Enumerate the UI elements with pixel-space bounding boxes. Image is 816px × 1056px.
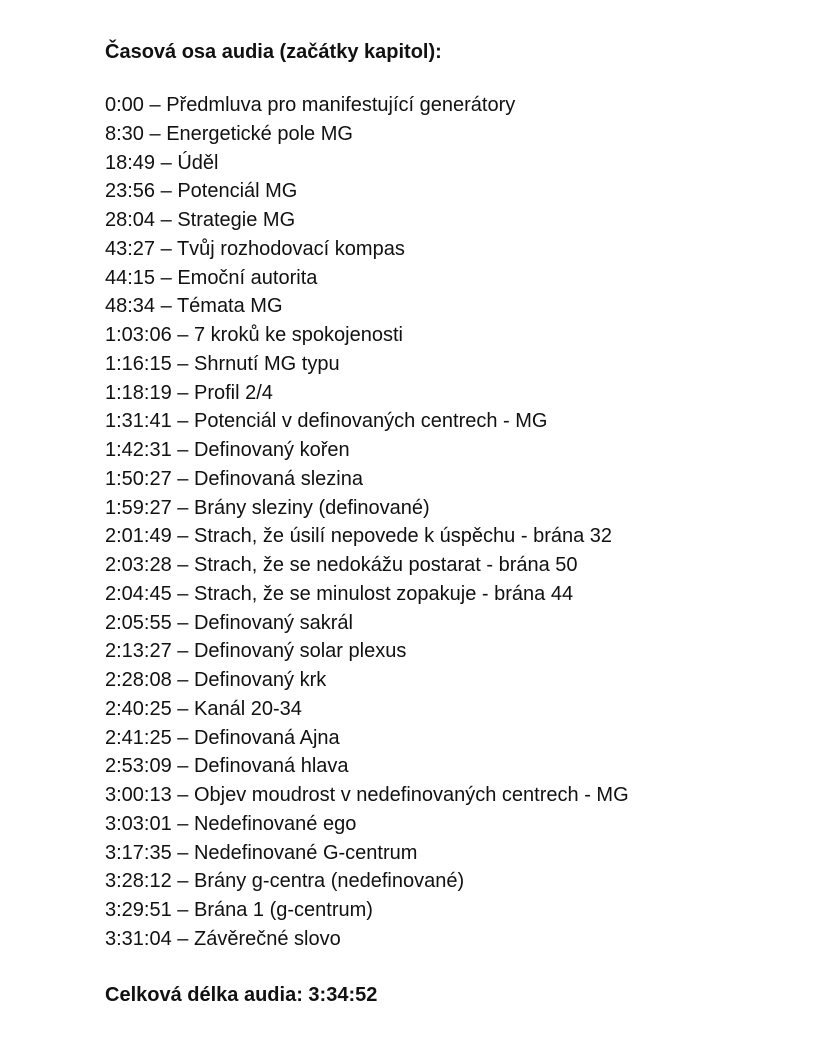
chapter-separator: – [143, 94, 167, 116]
chapter-time: 48:34 [105, 295, 156, 318]
chapter-title: Brány g-centra (nedefinované) [193, 870, 465, 893]
chapter-separator: – [171, 755, 194, 778]
chapter-time: 23:56 [105, 180, 156, 203]
chapter-time: 43:27 [105, 237, 156, 260]
chapter-title: 7 kroků ke spokojenosti [193, 324, 403, 346]
chapter-title: Strach, že se nedokážu postarat - brána 50 [193, 554, 578, 576]
chapter-separator: – [171, 697, 194, 720]
chapter-title: Nedefinované ego [193, 812, 357, 835]
chapter-separator: – [171, 784, 194, 806]
chapter-time: 1:31:41 [105, 410, 172, 433]
chapter-separator: – [171, 611, 194, 634]
chapter-separator: – [171, 870, 194, 893]
chapter-item [105, 839, 785, 868]
chapter-title: Definovaný kořen [193, 439, 350, 461]
chapter-list [105, 91, 785, 954]
chapter-item [105, 752, 785, 781]
chapter-time: 3:31:04 [105, 927, 172, 950]
chapter-title: Definovaná slezina [193, 467, 363, 490]
chapter-item [105, 810, 785, 839]
chapter-time: 8:30 [105, 122, 144, 145]
chapter-title: Kanál 20-34 [193, 697, 302, 720]
chapter-title: Závěrečné slovo [193, 927, 341, 950]
chapter-time: 2:13:27 [105, 640, 172, 663]
chapter-time: 3:00:13 [105, 784, 172, 806]
chapter-separator: – [171, 669, 194, 691]
chapter-time: 44:15 [105, 266, 156, 289]
chapter-separator: – [171, 352, 194, 375]
chapter-separator: – [171, 324, 194, 346]
chapter-title: Objev moudrost v nedefinovaných centrech - MG [193, 784, 629, 806]
chapter-time: 3:28:12 [105, 870, 172, 893]
chapter-time: 1:18:19 [105, 381, 172, 404]
chapter-separator: – [155, 295, 177, 318]
chapter-item [105, 177, 785, 206]
chapter-title: Potenciál MG [177, 180, 298, 203]
chapter-time: 2:28:08 [105, 669, 172, 691]
chapter-time: 0:00 [105, 94, 144, 116]
chapter-item [105, 695, 785, 724]
chapter-separator: – [171, 640, 194, 663]
chapter-separator: – [171, 410, 194, 433]
chapter-item [105, 867, 785, 896]
chapter-title: Definovaný sakrál [193, 611, 353, 634]
chapter-separator: – [155, 151, 178, 174]
chapter-title: Energetické pole MG [166, 122, 353, 145]
chapter-title: Strach, že se minulost zopakuje - brána 44 [193, 582, 574, 605]
chapter-item [105, 925, 785, 954]
chapter-item [105, 407, 785, 436]
chapter-item [105, 206, 785, 235]
chapter-separator: – [155, 180, 178, 203]
chapter-title: Strategie MG [177, 209, 296, 231]
chapter-item [105, 781, 785, 810]
chapter-separator: – [171, 582, 194, 605]
chapter-item [105, 436, 785, 465]
chapter-separator: – [143, 122, 167, 145]
chapter-separator: – [171, 812, 194, 835]
chapter-separator: – [171, 554, 194, 576]
chapter-time: 1:42:31 [105, 439, 172, 461]
chapter-item [105, 350, 785, 379]
chapter-separator: – [155, 209, 178, 231]
chapter-time: 3:29:51 [105, 899, 172, 921]
chapter-title: Profil 2/4 [193, 381, 273, 404]
chapter-item [105, 379, 785, 408]
chapter-item [105, 551, 785, 580]
total-duration: Celková délka audia: 3:34:52 [105, 983, 378, 1006]
chapter-time: 2:40:25 [105, 697, 172, 720]
chapter-separator: – [155, 237, 177, 260]
chapter-title: Emoční autorita [177, 266, 318, 289]
chapter-time: 1:03:06 [105, 324, 172, 346]
chapter-time: 2:01:49 [105, 525, 172, 548]
chapter-item [105, 637, 785, 666]
chapter-separator: – [171, 439, 194, 461]
chapter-title: Definovaný krk [193, 669, 327, 691]
chapter-title: Tvůj rozhodovací kompas [176, 237, 405, 260]
chapter-title: Témata MG [176, 295, 283, 318]
chapter-time: 2:05:55 [105, 611, 172, 634]
chapter-separator: – [171, 899, 194, 921]
document-page [105, 34, 785, 1011]
chapter-separator: – [171, 927, 194, 950]
chapter-item [105, 494, 785, 523]
chapter-separator: – [171, 726, 194, 749]
chapter-time: 18:49 [105, 151, 156, 174]
chapter-separator: – [171, 525, 194, 548]
chapter-item [105, 465, 785, 494]
chapter-time: 2:04:45 [105, 582, 172, 605]
chapter-time: 1:50:27 [105, 467, 172, 490]
chapter-title: Definovaná hlava [193, 755, 349, 778]
chapter-item [105, 91, 785, 120]
chapter-time: 2:03:28 [105, 554, 172, 576]
chapter-title: Shrnutí MG typu [193, 352, 340, 375]
chapter-time: 1:59:27 [105, 496, 172, 519]
chapter-item [105, 321, 785, 350]
chapter-title: Brány sleziny (definované) [193, 496, 430, 519]
chapter-item [105, 609, 785, 638]
chapter-item [105, 666, 785, 695]
chapter-item [105, 235, 785, 264]
chapter-separator: – [171, 381, 194, 404]
chapter-separator: – [171, 467, 194, 490]
chapter-time: 2:53:09 [105, 755, 172, 778]
chapter-title: Definovaná Ajna [193, 726, 340, 749]
chapter-time: 28:04 [105, 209, 156, 231]
chapter-title: Nedefinované G-centrum [193, 841, 418, 864]
chapter-item [105, 580, 785, 609]
timeline-heading: Časová osa audia (začátky kapitol): [105, 41, 442, 63]
chapter-title: Strach, že úsilí nepovede k úspěchu - brána 32 [193, 525, 613, 548]
chapter-title: Předmluva pro manifestující generátory [166, 94, 516, 116]
chapter-title: Definovaný solar plexus [193, 640, 407, 663]
chapter-time: 3:03:01 [105, 812, 172, 835]
chapter-time: 2:41:25 [105, 726, 172, 749]
chapter-item [105, 292, 785, 321]
chapter-item [105, 522, 785, 551]
chapter-time: 1:16:15 [105, 352, 172, 375]
chapter-item [105, 724, 785, 753]
chapter-time: 3:17:35 [105, 841, 172, 864]
chapter-item [105, 896, 785, 925]
chapter-title: Úděl [177, 151, 219, 174]
chapter-separator: – [155, 266, 178, 289]
chapter-separator: – [171, 496, 194, 519]
chapter-item [105, 264, 785, 293]
chapter-title: Brána 1 (g-centrum) [193, 899, 373, 921]
chapter-item [105, 120, 785, 149]
chapter-title: Potenciál v definovaných centrech - MG [193, 410, 548, 433]
chapter-separator: – [171, 841, 194, 864]
chapter-item [105, 149, 785, 178]
